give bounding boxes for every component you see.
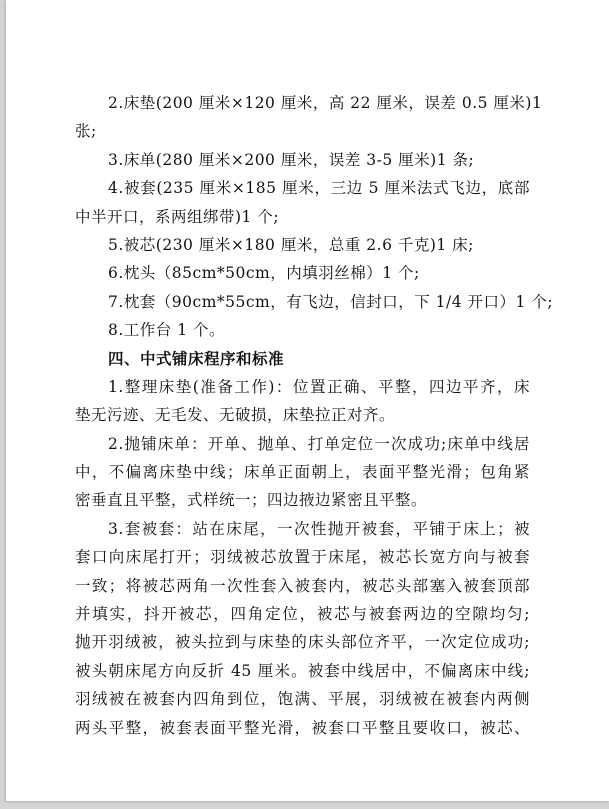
- text-line: 被头朝床尾方向反折 45 厘米。被套中线居中，不偏离床中线;: [75, 661, 530, 680]
- text-line: 并填实，抖开被芯，四角定位，被芯与被套两边的空隙均匀;: [75, 605, 530, 624]
- document-page: [6, 0, 609, 801]
- text-line: 垫无污迹、无毛发、无破损，床垫拉正对齐。: [75, 406, 396, 425]
- text-line: 中，不偏离床垫中线；床单正面朝上，表面平整光滑；包角紧: [75, 463, 530, 482]
- text-line: 7.枕套（90cm*55cm，有飞边，信封口，下 1/4 开口）1 个;: [108, 292, 554, 311]
- equipment-item: [75, 316, 530, 344]
- text-line: 5.被芯(230 厘米×180 厘米，总重 2.6 千克)1 床;: [108, 235, 474, 254]
- text-line: 1.整理床垫(准备工作)：位置正确、平整，四边平齐，床: [108, 377, 530, 396]
- text-line: 一致；将被芯两角一次性套入被套内，被芯头部塞入被套顶部: [75, 576, 530, 595]
- equipment-item: [75, 174, 530, 231]
- equipment-item: [75, 231, 530, 259]
- procedure-item: [75, 515, 530, 742]
- section-heading: 四、中式铺床程序和标准: [108, 348, 285, 368]
- text-line: 8.工作台 1 个。: [108, 321, 226, 340]
- text-line: 抛开羽绒被，被头拉到与床垫的床头部位齐平，一次定位成功;: [75, 633, 530, 652]
- text-line: 羽绒被在被套内四角到位，饱满、平展，羽绒被在被套内两侧: [75, 690, 530, 709]
- equipment-item: [75, 259, 530, 287]
- page-body: [75, 89, 554, 742]
- text-line: 4.被套(235 厘米×185 厘米，三边 5 厘米法式飞边，底部: [108, 179, 530, 198]
- equipment-item: [75, 146, 530, 174]
- text-line: 中半开口，系两组绑带)1 个;: [75, 207, 280, 226]
- text-line: 两头平整，被套表面平整光滑，被套口平整且要收口，被芯、: [75, 718, 530, 737]
- text-line: 3.套被套：站在床尾，一次性抛开被套，平铺于床上；被: [108, 519, 530, 538]
- text-line: 密垂直且平整，式样统一；四边掖边紧密且平整。: [75, 491, 428, 510]
- text-line: 2.床垫(200 厘米×120 厘米，高 22 厘米，误差 0.5 厘米)1: [108, 94, 543, 112]
- text-line: 套口向床尾打开；羽绒被芯放置于床尾，被芯长宽方向与被套: [75, 548, 530, 567]
- text-line: 2.抛铺床单：开单、抛单、打单定位一次成功;床单中线居: [108, 434, 530, 453]
- equipment-item: [75, 89, 543, 146]
- text-line: 6.枕头（85cm*50cm，内填羽丝棉）1 个;: [108, 264, 420, 283]
- text-line: 3.床单(280 厘米×200 厘米，误差 3-5 厘米)1 条;: [108, 150, 475, 169]
- text-line: 张;: [75, 122, 97, 141]
- procedure-item: [75, 430, 530, 515]
- equipment-item: [75, 288, 554, 316]
- procedure-item: [75, 373, 530, 430]
